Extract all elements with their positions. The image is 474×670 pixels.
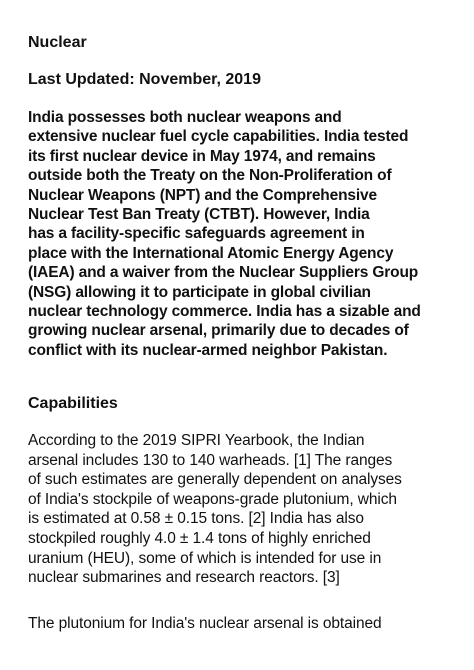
- intro-line: outside both the Treaty on the Non-Proliferation of: [28, 167, 392, 185]
- capabilities-line: of India's stockpile of weapons-grade plutonium, which: [28, 490, 397, 508]
- capabilities-line: uranium (HEU), some of which is intended for use in: [28, 549, 382, 567]
- intro-line: (NSG) allowing it to participate in global civilian: [28, 283, 371, 301]
- intro-line: (IAEA) and a waiver from the Nuclear Suppliers Group: [28, 264, 419, 282]
- capabilities-line: nuclear submarines and research reactors. [3]: [28, 569, 340, 587]
- intro-line: its first nuclear device in May 1974, and remains: [28, 147, 376, 165]
- intro-line: has a facility-specific safeguards agreement in: [28, 225, 365, 243]
- intro-line: Nuclear Weapons (NPT) and the Comprehensive: [28, 186, 377, 204]
- intro-line: Nuclear Test Ban Treaty (CTBT). However, India: [28, 206, 370, 224]
- last-updated-date: Last Updated: November, 2019: [28, 71, 261, 88]
- intro-line: nuclear technology commerce. India has a sizable and: [28, 303, 421, 321]
- capabilities-line: According to the 2019 SIPRI Yearbook, the Indian: [28, 432, 365, 449]
- capabilities-line: stockpiled roughly 4.0 ± 1.4 tons of highly enriched: [28, 529, 371, 547]
- plutonium-line: The plutonium for India's nuclear arsenal is obtained: [28, 615, 382, 632]
- intro-paragraph: [28, 108, 468, 360]
- capabilities-paragraph: [28, 431, 468, 588]
- intro-line: growing nuclear arsenal, primarily due to decades of: [28, 322, 409, 340]
- page-title: Nuclear: [28, 34, 87, 51]
- intro-line: conflict with its nuclear-armed neighbor Pakistan.: [28, 341, 388, 359]
- intro-line: place with the International Atomic Energy Agency: [28, 244, 394, 262]
- capabilities-heading: Capabilities: [28, 395, 118, 412]
- capabilities-line: is estimated at 0.58 ± 0.15 tons. [2] India has also: [28, 510, 364, 528]
- plutonium-paragraph: [28, 614, 468, 634]
- intro-line: extensive nuclear fuel cycle capabilities. India tested: [28, 128, 409, 146]
- intro-line: India possesses both nuclear weapons and: [28, 109, 342, 126]
- capabilities-line: arsenal includes 130 to 140 warheads. [1] The ranges: [28, 451, 393, 469]
- capabilities-line: of such estimates are generally dependent on analyses: [28, 471, 402, 489]
